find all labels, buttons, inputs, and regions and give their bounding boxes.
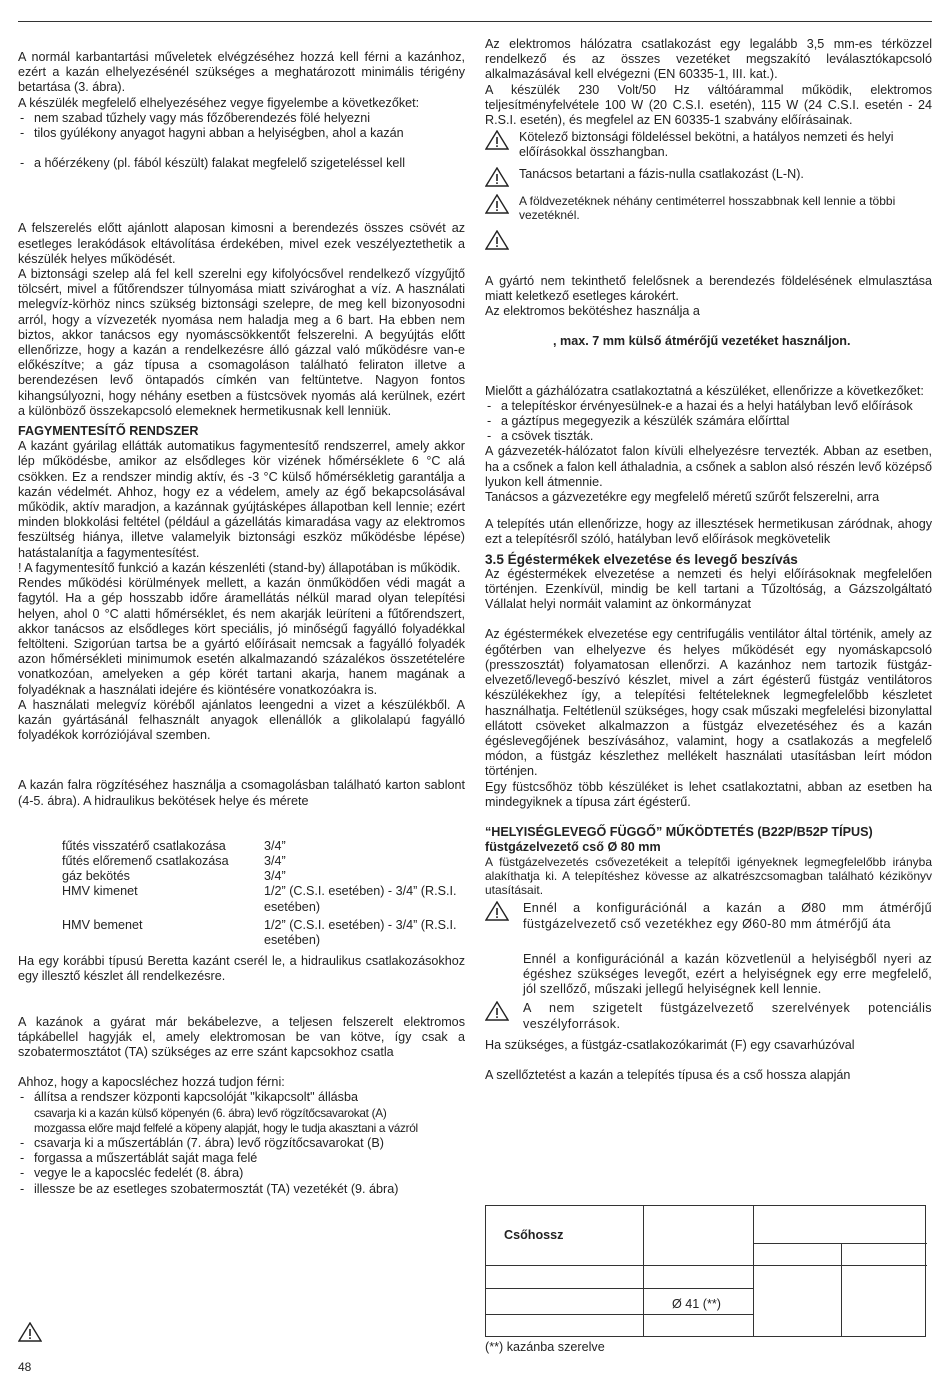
placement-intro: A készülék megfelelő elhelyezéséhez vegye figyelembe a következőket: bbox=[18, 95, 420, 110]
warning-adapter bbox=[485, 901, 932, 931]
right-column bbox=[485, 37, 932, 1083]
section-3-5-title: 3.5 Égéstermékek elvezetése és levegő beszívás bbox=[485, 551, 798, 567]
terminal-steps-list-2 bbox=[18, 1136, 465, 1197]
warning-insulation bbox=[485, 1001, 932, 1031]
seal-check-paragraph: A telepítés után ellenőrizze, hogy az illesztések hermetikusan záródnak, ahogy ezt a telepítésről szóló, hatályban levő előírások megkövetelik bbox=[485, 517, 932, 547]
cable-spec: , max. 7 mm külső átmérőjű vezetéket használjon. bbox=[553, 334, 851, 349]
table-row bbox=[62, 884, 465, 914]
table-footnote: (**) kazánba szerelve bbox=[485, 1340, 605, 1354]
warning-text: Tanácsos betartani a fázis-nulla csatlakozást (L-N). bbox=[519, 166, 804, 181]
list-item: - a csövek tiszták. bbox=[485, 429, 932, 444]
flush-paragraph: A felszerelés előtt ajánlott alaposan kimosni a berendezés összes csövét az esetleges lerakódások eltávolítása érdekében, mivel ezek veszélyeztethetik a készülék helyes működését. bbox=[18, 221, 465, 266]
antifreeze-heading: FAGYMENTESÍTŐ RENDSZER bbox=[18, 424, 199, 439]
warning-text: A nem szigetelt füstgázelvezető szerelvények potenciális veszélyforrások. bbox=[523, 1001, 932, 1031]
room-air-paragraph: Ennél a konfigurációnál a kazán közvetlenül a helyiségből nyeri az égéshez szükséges levegőt, ezért a helyiségnek egy erre megfelelő, jól szellőző, műszaki jellegű helyiségnek kell lennie. bbox=[523, 951, 932, 997]
table-row bbox=[62, 854, 465, 869]
gas-filter-paragraph: Tanácsos a gázvezetékre egy megfelelő méretű szűrőt felszerelni, arra bbox=[485, 490, 880, 505]
list-item: - csavarja ki a műszertáblán (7. ábra) levő rögzítőcsavarokat (B) bbox=[18, 1136, 465, 1151]
gas-check-list bbox=[485, 399, 932, 445]
placement-list bbox=[18, 111, 465, 172]
warning-empty bbox=[485, 230, 932, 254]
page-number: 48 bbox=[18, 1360, 32, 1374]
drain-paragraph: A használati melegvíz köréből ajánlatos leengedni a vizet a készülékből. A kazán gyártásánál felhasznált anyagok ellenállók a glikolalapú fagyálló folyadékok korróziójával szemben. bbox=[18, 697, 465, 743]
cable-intro: Az elektromos bekötéshez használja a bbox=[485, 304, 700, 319]
table-header-cell: Csőhossz bbox=[504, 1228, 564, 1242]
maintenance-paragraph: A normál karbantartási műveletek elvégzéséhez hozzá kell férni a kazánhoz, ezért a kazán elhelyezésénél szükséges a meghatározott minimális térigény betartása (3. ábra). bbox=[18, 50, 465, 95]
connection-size: 3/4” bbox=[264, 853, 286, 868]
connection-size: 1/2” (C.S.I. esetében) - 3/4” (R.S.I. esetében) bbox=[264, 884, 457, 914]
list-item: - állítsa a rendszer központi kapcsolóját "kikapcsolt" állásba bbox=[18, 1090, 465, 1105]
warning-icon bbox=[485, 194, 509, 214]
table-row bbox=[62, 839, 465, 854]
list-item: - a telepítéskor érvényesülnek-e a hazai és a helyi hatályban levő előírások bbox=[485, 399, 932, 414]
flue-direction-paragraph: A füstgázelvezetés csővezetékeit a telepítői igényeknek legmegfelelőbb irányba alakíthatja ki. A telepítéshez kövesse az alkatrészcsomagban található kézikönyv utasításait. bbox=[485, 855, 932, 898]
connection-name: HMV bemenet bbox=[62, 917, 143, 932]
list-item-continuation: mozgassa előre majd felfelé a köpeny alapját, hogy le tudja akasztani a vázról bbox=[34, 1120, 418, 1135]
warning-earth-wire bbox=[485, 194, 932, 222]
list-item: - forgassa a műszertáblát saját maga felé bbox=[18, 1151, 465, 1166]
list-item: - vegye le a kapocsléc fedelét (8. ábra) bbox=[18, 1166, 465, 1181]
frost-paragraph: Rendes működési körülmények mellett, a kazán önműködően védi magát a fagytól. Ha a gép hosszabb időre áramellátás nélkül marad olyan telepítési helyen, ahol 0 °C alatti hőmérséklet, és nem akarják leüríteni a fűtőrendszert, akkor tanácsos az elsődleges kört speciális, jó minőségű fagyálló folyadékkal feltölteni. Szigorúan tartsa be a gyártó előírásait nemcsak a fagyálló folyadék azon hőmérsékleti minimumok esetén alkalmazandó százalékos összetételére vonatkozóan, amelyeken a gép körét tartani akarja, hanem magának a folyadéknak a használati idejére és kiöntésére vonatkozóakra is. bbox=[18, 576, 465, 697]
warning-icon bbox=[485, 167, 509, 187]
left-column bbox=[18, 50, 465, 1197]
warning-text: Ennél a konfigurációnál a kazán a Ø80 mm átmérőjű füstgázelvezető cső vezetékhez egy Ø60-80 mm átmérőjű áta bbox=[523, 901, 932, 931]
gas-check-intro: Mielőtt a gázhálózatra csatlakoztatná a készüléket, ellenőrizze a következőket: bbox=[485, 383, 924, 398]
connection-name: fűtés visszatérő csatlakozása bbox=[62, 838, 226, 853]
safety-valve-paragraph: A biztonsági szelep alá fel kell szerelni egy kifolyócsővel rendelkező vízgyűjtő tölcsért, mivel a fűtőrendszer túlnyomása miatt szivároghat a víz. A használati melegvíz-körhöz nincs szükség biztonsági szelepre, de meg kell bizonyosodni arról, hogy a vízvezeték nyomása nem haladja meg a 6 bart. Ha ebben nem biztos, akkor tanácsos egy nyomáscsökkentőt felszerelni. A begyújtás előtt ellenőrizze, hogy a kazán a rendelkezésre álló gázzal való működésre van-e előkészítve; a gáz típusa a csomagoláson található feliraton illetve a berendezésen levő öntapadós címkén van feltüntetve. Nagyon fontos kihangsúlyozni, hogy néhány esetben a füstcsövek nyomás alá kerülnek, ezért a különböző összekapcsoló elemeknek hermetikusnak kell lenniük. bbox=[18, 267, 465, 418]
warning-icon bbox=[18, 1322, 42, 1347]
flue-pipe-heading: füstgázelvezető cső Ø 80 mm bbox=[485, 840, 661, 855]
list-item: - a gáztípus megegyezik a készülék számára előírttal bbox=[485, 414, 932, 429]
wall-mount-paragraph: A kazán falra rögzítéséhez használja a csomagolásban található karton sablont (4-5. ábra). A hidraulikus bekötések helye és mérete bbox=[18, 778, 465, 808]
connection-size: 1/2” (C.S.I. esetében) - 3/4” (R.S.I. esetében) bbox=[264, 917, 457, 947]
connections-table bbox=[62, 839, 465, 948]
warning-icon bbox=[485, 901, 509, 921]
liability-paragraph: A gyártó nem tekinthető felelősnek a berendezés földelésének elmulasztása miatt keletkező esetleges károkért. bbox=[485, 273, 932, 304]
warning-icon bbox=[485, 130, 509, 150]
table-row bbox=[62, 869, 465, 884]
list-item: - illessze be az esetleges szobatermosztát (TA) vezetékét (9. ábra) bbox=[18, 1182, 465, 1197]
table-row bbox=[62, 915, 465, 948]
adapter-paragraph: Ha egy korábbi típusú Beretta kazánt cserél le, a hidraulikus csatlakozásokhoz egy illesztő készlet áll rendelkezésre. bbox=[18, 954, 465, 984]
terminal-steps-list bbox=[18, 1090, 465, 1105]
table-cell: Ø 41 (**) bbox=[672, 1297, 721, 1311]
warning-phase bbox=[485, 167, 932, 182]
ventilation-paragraph: A szellőztetést a kazán a telepítés típusa és a cső hossza alapján bbox=[485, 1067, 851, 1082]
list-item: - nem szabad tűzhely vagy más főzőberendezés fölé helyezni bbox=[18, 111, 465, 126]
flange-paragraph: Ha szükséges, a füstgáz-csatlakozókarimát (F) egy csavarhúzóval bbox=[485, 1037, 855, 1052]
warning-text: Kötelező biztonsági földeléssel bekötni, a hatályos nemzeti és helyi előírásokkal összhangban. bbox=[519, 130, 894, 160]
terminal-intro: Ahhoz, hogy a kapocsléchez hozzá tudjon férni: bbox=[18, 1075, 285, 1090]
warning-icon bbox=[485, 230, 509, 250]
warning-text: A földvezetéknek néhány centiméterrel hosszabbnak kell lennie a többi vezetéknél. bbox=[519, 193, 896, 222]
electrical-paragraph: A kazánok a gyárat már bekábelezve, a teljesen felszerelt elektromos tápkábellel hagyják el, amely elektromosan be van kötve, így csak a szobatermosztátot (TA) szükséges az erre szánt kapcsokhoz csatla bbox=[18, 1014, 465, 1059]
antifreeze-paragraph: A kazánt gyárilag ellátták automatikus fagymentesítő rendszerrel, amely akkor lép működésbe, amikor az elsődleges kör vizének hőmérséklete 6 °C alá csökken. Ez a rendszer mindig aktív, és -3 °C külső hőmérsékletig garantálja a kazán védelmét. Ahhoz, hogy ez a védelem, amely az égő bekapcsolásával működik, aktív maradjon, a kazánnak gyújtásképes állapotban kell lennie; ezért minden blokkolási feltétel (például a gázellátás kimaradása vagy az elektromos feszültség hiánya, illetve valamelyik biztonsági eszköz működésbe lépése) hatástalanítja a fagymentesítést. bbox=[18, 439, 465, 560]
list-item-continuation: csavarja ki a kazán külső köpenyén (6. ábra) levő rögzítőcsavarokat (A) bbox=[34, 1105, 387, 1120]
connection-name: gáz bekötés bbox=[62, 869, 130, 884]
gas-network-paragraph: A gázvezeték-hálózatot falon kívüli elhelyezésre tervezték. Abban az esetben, ha a csőnek a falon kell áthaladnia, a csőnek a sablon alsó részén levő középső lyukon kell átmennie. bbox=[485, 444, 932, 489]
connection-size: 3/4” bbox=[264, 838, 286, 853]
warning-grounding bbox=[485, 130, 932, 160]
mains-paragraph: Az elektromos hálózatra csatlakozást egy legalább 3,5 mm-es térközzel rendelkező és az összes vezetéket megszakító leválasztókapcsoló alkalmazásával kell elvégezni (EN 60335-1, III. kat.). bbox=[485, 37, 932, 82]
multi-device-paragraph: Egy füstcsőhöz több készüléket is lehet csatlakoztatni, abban az esetben ha mindegyiknek a típusa zárt égésterű. bbox=[485, 779, 932, 809]
top-rule bbox=[18, 21, 932, 22]
connection-size: 3/4” bbox=[264, 869, 286, 884]
connection-name: fűtés előremenő csatlakozása bbox=[62, 853, 229, 868]
flue-fan-paragraph: Az égéstermékek elvezetése egy centrifugális ventilátor által történik, amely az égőtérben van elhelyezve és helyes működését egy nyomáskapcsoló (presszosztát) folyamatosan ellenőrzi. A kazánhoz nem tartozik füstgáz-elvezető/levegő-beszívó készlet, mivel a zárt égésterű füstgáz ventilátoros készülékekhez így, a telepítési feltételeknek legmegfelelőbb készletet használhatja. Feltétlenül szükséges, hogy csak műszaki megfelelési bizonylattal ellátott csöveket alkalmazzon a füstgáz elvezetéséhez és a kazán égéslevegőjének beszívásához, valamint, hogy a csatlakozás a megfelelő módon, a füstgáz készlethez mellékelt használati utasításban leírt módon történjen. bbox=[485, 627, 932, 779]
list-item: - a hőérzékeny (pl. fából készült) falakat megfelelő szigeteléssel kell bbox=[18, 156, 465, 171]
room-air-heading: “HELYISÉGLEVEGŐ FÜGGŐ” MŰKÖDTETÉS (B22P/B52P TÍPUS) bbox=[485, 824, 873, 839]
warning-icon bbox=[485, 1001, 509, 1021]
standby-note: ! A fagymentesítő funkció a kazán készenléti (stand-by) állapotában is működik. bbox=[18, 560, 461, 575]
connection-name: HMV kimenet bbox=[62, 884, 138, 899]
power-paragraph: A készülék 230 Volt/50 Hz váltóárammal működik, elektromos teljesítményfelvétele 100 W (20 C.S.I. esetén), 115 W (24 C.S.I. esetén - 24 R.S.I. esetén), és megfelel az EN 60335-1 szabvány előírásainak. bbox=[485, 82, 932, 128]
pipe-length-table bbox=[485, 1205, 926, 1337]
flue-rules-paragraph: Az égéstermékek elvezetése a nemzeti és helyi előírásoknak megfelelően történjen. Ezenkívül, mindig be kell tartani a Tűzoltóság, a Gázszolgáltató Vállalat helyi normáit valamint az önkormányzat bbox=[485, 566, 932, 612]
list-item: - tilos gyúlékony anyagot hagyni abban a helyiségben, ahol a kazán bbox=[18, 126, 465, 141]
